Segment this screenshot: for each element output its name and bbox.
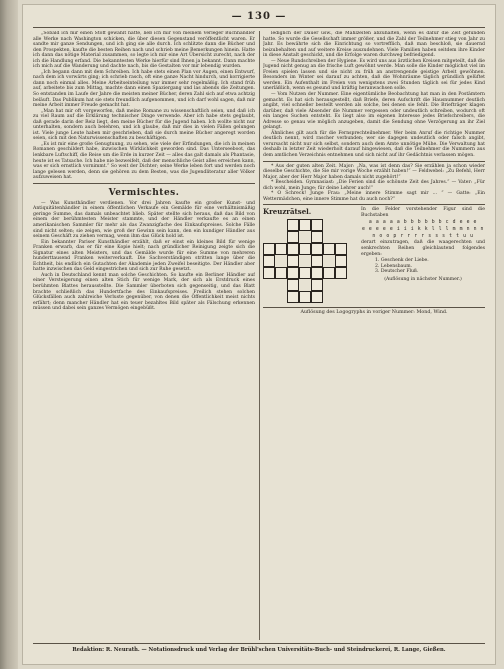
crossword-clue: 1. Geschenk der Liebe.	[375, 257, 429, 263]
crossword-cell	[323, 267, 335, 279]
crossword-cell	[287, 255, 299, 267]
crossword-blank	[335, 291, 347, 303]
crossword-clue: 3. Deutscher Fluß.	[375, 269, 419, 275]
crossword-letters: e e e e e i i i k k l l l m m n n n	[361, 226, 485, 232]
crossword-cell	[287, 243, 299, 255]
misc-paragraph: Ein bekannter Pariser Kunsthändler erzählt, daß er einst ein kleines Bild für wenige Franken erwarb, das er für eine Kopie hielt; nach gründlicher Reinigung zeigte sich die Signatur eines alten Meisters, und das Gemälde wurde für eine Summe von mehreren hunderttausend Franken weiterverkauft. Die Sachverständigen stritten lange über die Echtheit, bis endlich ein Gutachten der Akademie jeden Zweifel beseitigte. Der Händler aber hatte inzwischen das Geld eingestrichen und sich zur Ruhe gesetzt.	[33, 239, 255, 273]
crossword-blank	[323, 279, 335, 291]
crossword-cell	[287, 267, 299, 279]
crossword-rule-text: derart einzutragen, daß die waagerechten und senkrechten Reihen gleichlautend folgendes ergeben:	[361, 240, 485, 257]
crossword-cell	[311, 255, 323, 267]
crossword-cell	[287, 279, 299, 291]
crossword-cell	[275, 267, 287, 279]
misc-paragraph: Auch in Deutschland kennt man solche Geschichten. So kaufte ein Berliner Händler auf einer Versteigerung einen alten Stich für wenige Mark, der sich als Erstdruck eines berühmten Blattes herausstellte. Die Sammler überboten sich gegenseitig, und das Blatt brachte schließlich das Hundertfache des Einkaufspreises. Freilich stehen solchen Glücksfällen auch zahlreiche Verluste gegenüber, von denen die Öffentlichkeit meist nichts erfährt; denn mancher Händler hat ein teuer bezahltes Bild später als Fälschung erkennen müssen und dabei sein ganzes Vermögen eingebüßt.	[33, 272, 255, 312]
crossword-section	[263, 207, 485, 303]
article-paragraph: „Ich begann dann mit dem Schreiben. Ich habe stets einen Plan vor Augen, einen Entwurf, nach dem ich vorwärts ging; ich schrieb rasch, oft eine ganze Nacht hindurch, und korrigierte dann noch einmal alles. Meine Arbeitseinteilung war immer sehr regelmäßig. Ich stand früh auf, arbeitete bis zum Mittag, machte dann einen Spaziergang und las abends die Zeitungen. So entstanden im Laufe der Jahre die meisten meiner Bücher, deren Zahl sich auf etwa achtzig beläuft. Das Publikum hat sie stets freundlich aufgenommen, und ich darf wohl sagen, daß mir meine Arbeit immer Freude gemacht hat.	[33, 69, 255, 109]
crossword-cell	[299, 219, 311, 231]
column-rule	[259, 31, 260, 640]
crossword-cell	[287, 219, 299, 231]
article-paragraph: „Sobald ich mir einen Stoff gewählt hatte, ließ ich mir von meinem Verleger Buchhändler alle Werke nach Washington schicken, die über diesen Gegenstand veröffentlicht waren. Er sandte mir ganze Sendungen, und ich ging sie alle durch. Ich schlitzte dann die Bücher und den Prospekten, kaufte die besten Reihen nach und schrieb meine Bemerkungen hinein. Hatte ich dann das nötige Material zusammen, so legte ich mir eine Art Übersicht zurecht, nach der ich die Handlung erfand. Die bekanntesten Werke hierfür sind Ihnen ja bekannt. Dann machte ich mich auf die Wanderung und dachte nach, bis die Gestalten vor mir lebendig wurden.	[33, 31, 255, 70]
section-divider	[263, 204, 485, 205]
left-column	[33, 31, 255, 640]
crossword-blank	[323, 291, 335, 303]
crossword-blank	[263, 291, 275, 303]
crossword-blank	[335, 231, 347, 243]
page-number: — 130 —	[231, 11, 287, 22]
crossword-blank	[299, 255, 311, 267]
crossword-cell	[335, 255, 347, 267]
joke-paragraph: * Aus der guten alten Zeit. Major: „Na, was ist denn das? Sie erzählen ja schon wieder dieselbe Geschichte, die Sie mir vorige Woche erzählt haben!“ — Feldwebel: „Zu Befehl, Herr Major, aber der Herr Major haben damals nicht zugehört!“	[263, 163, 485, 180]
crossword-letters: n o o p r r r r s s s t t u u	[372, 233, 474, 239]
crossword-blank	[275, 291, 287, 303]
article-paragraph: lediglich der Dauer usw., die Mahlzeiten abzuhalten, wenn es dafür die Zeit gefunden hatte. So wurde die Gesellschaft immer größer, und die Zahl der Teilnehmer stieg von Jahr zu Jahr. Es bewährte sich die Einrichtung so vortrefflich, daß man beschloß, sie dauernd beizubehalten und auf weitere Kreise auszudehnen. Viele Familien haben seitdem ihre Kinder in diese Anstalt geschickt, und die Erfolge waren durchweg befriedigend.	[263, 31, 485, 59]
crossword-cell	[311, 231, 323, 243]
joke-paragraph: * Bescheiden. Gymnasiast: „Die Ferien sind die schönste Zeit des Jahres.“ — Vater: „Für dich wohl, mein Junge; für deine Lehrer auch!“	[263, 180, 485, 191]
crossword-cell	[311, 243, 323, 255]
crossword-blank	[335, 219, 347, 231]
right-column	[263, 31, 485, 640]
section-divider	[263, 161, 485, 162]
article-paragraph: „Es ist mir eine große Genugtuung, zu sehen, wie viele der Erfindungen, die ich in meinen Romanen geschildert habe, inzwischen Wirklichkeit geworden sind. Das Unterseeboot, das lenkbare Luftschiff, die Reise um die Erde in kurzer Zeit — alles das galt damals als Phantasie, heute ist es Tatsache. Ich habe nie bezweifelt, daß der menschliche Geist alles erreichen kann, was er sich ernstlich vornimmt.“ So weit der Dichter; seine Werke leben fort und werden noch lange gelesen werden, denn sie gehören zu dem Besten, was die Jugendliteratur aller Völker aufzuweisen hat.	[33, 141, 255, 181]
crossword-cell	[335, 243, 347, 255]
crossword-blank	[275, 231, 287, 243]
crossword-cell	[275, 243, 287, 255]
article-paragraph: „Man hat mir oft vorgeworfen, daß meine Romane zu wissenschaftlich seien, und daß ich zu viel Raum auf die Erklärung technischer Dinge verwende. Aber ich habe stets geglaubt, daß gerade darin der Reiz liegt, den meine Bücher für die Jugend haben. Ich wollte nicht nur unterhalten, sondern auch belehren, und ich glaube, daß mir dies in vielen Fällen gelungen ist. Viele junge Leute haben mir geschrieben, daß sie durch meine Bücher angeregt worden seien, sich mit den Naturwissenschaften zu beschäftigen.	[33, 108, 255, 142]
crossword-clue: 2. Lebensbaum.	[375, 263, 413, 269]
crossword-blank	[263, 219, 275, 231]
crossword-cell	[311, 219, 323, 231]
crossword-cell	[287, 291, 299, 303]
text-columns	[33, 31, 485, 640]
crossword-grid-wrap	[263, 207, 355, 303]
crossword-cell	[263, 255, 275, 267]
crossword-blank	[299, 279, 311, 291]
crossword-blank	[299, 231, 311, 243]
crossword-cell	[311, 279, 323, 291]
crossword-cell	[263, 267, 275, 279]
crossword-blank	[275, 219, 287, 231]
article-paragraph: — Neue Rundschreiben der Hygiene. Es wird uns aus ärztlichen Kreisen mitgeteilt, daß die Jugend nicht genug an die frische Luft gewöhnt werde. Man solle die Kinder möglichst viel im Freien spielen lassen und sie nicht zu früh an anstrengende geistige Arbeit gewöhnen. Besonders im Winter sei darauf zu achten, daß die Wohnräume täglich gründlich gelüftet werden. Ein Aufenthalt im Freien von wenigstens zwei Stunden täglich sei für jedes Kind unerläßlich, wenn es gesund und kräftig heranwachsen solle.	[263, 58, 485, 92]
crossword-cell	[287, 231, 299, 243]
crossword-blank	[323, 231, 335, 243]
page-header	[33, 11, 485, 28]
section-title-misc: Vermischtes.	[108, 187, 180, 198]
crossword-instructions	[355, 207, 485, 283]
imprint-footer	[33, 643, 485, 658]
crossword-cell	[311, 291, 323, 303]
crossword-cell	[311, 267, 323, 279]
section-divider	[33, 183, 255, 184]
crossword-blank	[263, 231, 275, 243]
previous-solution: Auflösung des Logogryphs in voriger Nummer: Mond, Wind.	[263, 307, 485, 316]
crossword-grid	[263, 219, 355, 303]
crossword-cell	[299, 267, 311, 279]
crossword-cell	[299, 291, 311, 303]
crossword-letters: a a a a a b b b b b b c d e e e	[368, 220, 478, 225]
book-binding	[0, 0, 18, 669]
crossword-blank	[275, 279, 287, 291]
crossword-blank	[275, 255, 287, 267]
crossword-cell	[323, 243, 335, 255]
joke-paragraph: * O Schreck! Junge Frau: „Meine innere Stimme sagt mir ... “ — Gatte: „Ein Wettermädchen, eine innere Stimme hat du auch noch?“	[263, 191, 485, 202]
crossword-blank	[335, 279, 347, 291]
crossword-blank	[263, 279, 275, 291]
crossword-cell	[335, 267, 347, 279]
crossword-note: (Auflösung in nächster Nummer.)	[384, 277, 462, 283]
imprint-text: Redaktion: R. Neurath. — Notationsdruck und Verlag der Brühl'schen Universitäts-Buch- und Steindruckerei, R. Lange, Gießen.	[72, 647, 446, 653]
article-paragraph: — Vom Nutzen der Nummer. Eine eigentümliche Beobachtung hat man in den Postämtern gemacht. Es hat sich herausgestellt, daß Briefe, deren Aufschrift die Hausnummer deutlich angibt, viel schneller bestellt werden als solche, bei denen sie fehlt. Die Briefträger klagen darüber, daß viele Absender die Nummer vergessen oder undeutlich schreiben, wodurch oft ein langes Suchen entsteht. Es liegt also im eigenen Interesse jedes Briefschreibers, die Adresse so genau wie möglich anzugeben, damit die Sendung ohne Verzögerung an ihr Ziel gelangt.	[263, 92, 485, 131]
misc-paragraph: — Was Kunsthändler verdienen. Vor drei Jahren kaufte ein großer Kunst- und Antiquitätenhändler in einem öffentlichen Verkaufe ein Gemälde für eine verhältnismäßig geringe Summe, das damals unbeachtet blieb. Später stellte sich heraus, daß das Bild von einem der berühmtesten Meister stammte, und der Händler verkaufte es an einen amerikanischen Sammler für mehr als das Zwanzigfache des Einkaufspreises. Solche Fälle sind nicht selten; sie zeigen, wie groß der Gewinn sein kann, den ein kundiger Händler aus seinem Geschäft zu ziehen vermag, wenn ihm das Glück hold ist.	[33, 200, 255, 240]
crossword-cell	[299, 243, 311, 255]
newspaper-page	[22, 4, 496, 665]
crossword-blank	[323, 255, 335, 267]
article-paragraph: Ähnliches gilt auch für die Fernsprechteilnehmer. Wer beim Anruf die richtige Nummer deutlich nennt, wird rascher verbunden; wer sie dagegen undeutlich oder falsch angibt, verursacht nicht nur sich selbst, sondern auch dem Amte unnötige Mühe. Die Verwaltung hat deshalb in letzter Zeit wiederholt darauf hingewiesen, daß die Teilnehmer die Nummern aus dem amtlichen Verzeichnis entnehmen und sich nicht auf ihr Gedächtnis verlassen mögen.	[263, 130, 485, 159]
crossword-intro: In die Felder vorstehender Figur sind die Buchstaben	[361, 207, 485, 219]
crossword-title: Kreuzrätsel.	[263, 207, 312, 217]
crossword-cell	[263, 243, 275, 255]
crossword-blank	[323, 219, 335, 231]
